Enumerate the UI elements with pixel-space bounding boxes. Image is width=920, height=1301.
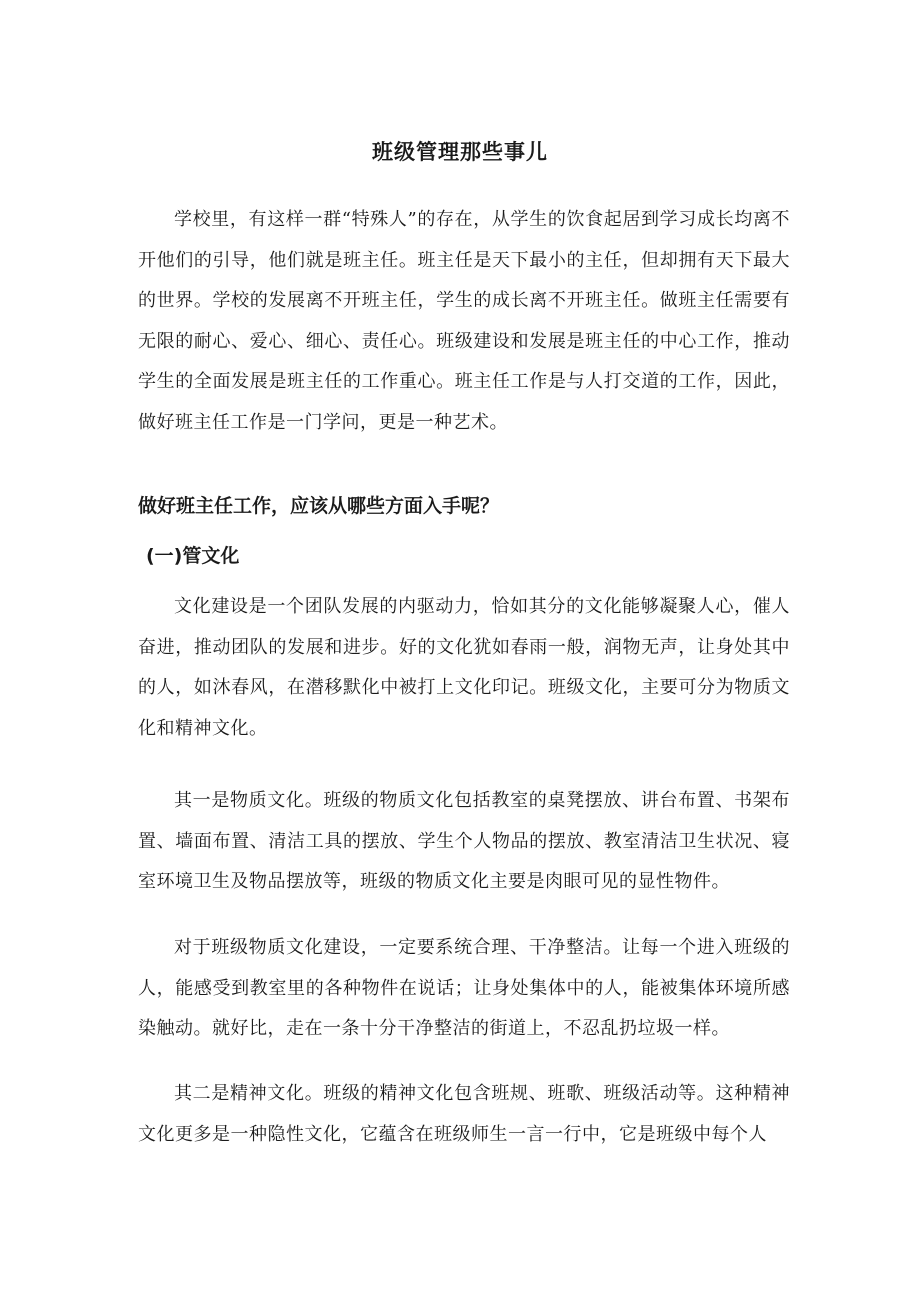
section-heading: (一)管文化	[146, 545, 240, 567]
intro-paragraph: 学校里，有这样一群“特殊人”的存在，从学生的饮食起居到学习成长均离不开他们的引导，他们就是班主任。班主任是天下最小的主任，但却拥有天下最大的世界。学校的发展离不开班主任，学生的成长离不开班主任。做班主任需要有无限的耐心、爱心、细心、责任心。班级建设和发展是班主任的中心工作，推动学生的全面发展是班主任的工作重心。班主任工作是与人打交道的工作，因此，做好班主任工作是一门学问，更是一种艺术。	[138, 209, 790, 433]
section-paragraph: 文化建设是一个团队发展的内驱动力，恰如其分的文化能够凝聚人心，催人奋进，推动团队的发展和进步。好的文化犹如春雨一般，润物无声，让身处其中的人，如沐春风，在潜移默化中被打上文化印记。班级文化，主要可分为物质文化和精神文化。	[138, 596, 790, 739]
document-title: 班级管理那些事儿	[372, 139, 548, 165]
question-heading: 做好班主任工作，应该从哪些方面入手呢？	[138, 495, 500, 517]
section-paragraph: 其二是精神文化。班级的精神文化包含班规、班歌、班级活动等。这种精神文化更多是一种隐性文化，它蕴含在班级师生一言一行中，它是班级中每个人	[138, 1083, 790, 1145]
section-paragraph: 其一是物质文化。班级的物质文化包括教室的桌凳摆放、讲台布置、书架布置、墙面布置、清洁工具的摆放、学生个人物品的摆放、教室清洁卫生状况、寝室环境卫生及物品摆放等，班级的物质文化主要是肉眼可见的显性物件。	[138, 790, 790, 892]
section-paragraph: 对于班级物质文化建设，一定要系统合理、干净整洁。让每一个进入班级的人，能感受到教室里的各种物件在说话；让身处集体中的人，能被集体环境所感染触动。就好比，走在一条十分干净整洁的街道上，不忍乱扔垃圾一样。	[138, 937, 790, 1039]
